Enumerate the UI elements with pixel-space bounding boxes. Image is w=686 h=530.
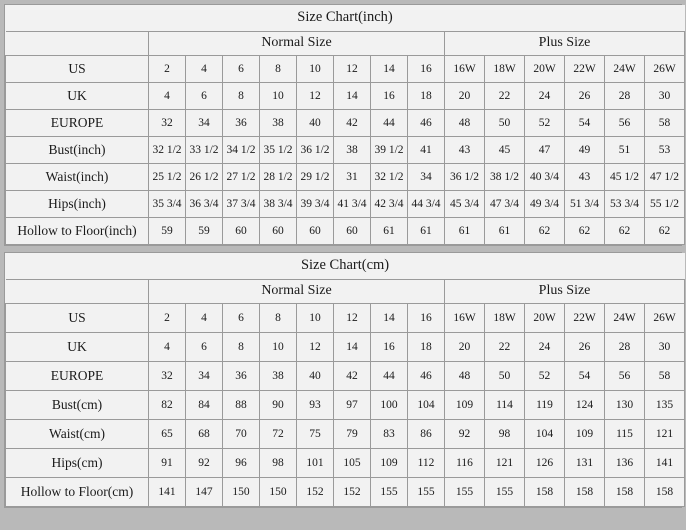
cell: 155	[408, 478, 445, 507]
row-label: Hips(inch)	[6, 191, 149, 218]
cell: 2	[149, 56, 186, 83]
group-row-spacer	[6, 280, 149, 304]
cell: 12	[297, 83, 334, 110]
cell: 62	[605, 218, 645, 245]
cell: 54	[565, 362, 605, 391]
cell: 36	[223, 110, 260, 137]
cell: 45 3/4	[445, 191, 485, 218]
cell: 141	[645, 449, 685, 478]
cell: 50	[485, 110, 525, 137]
cell: 4	[149, 83, 186, 110]
size-chart-cm-table	[5, 253, 685, 507]
row-label: Hips(cm)	[6, 449, 149, 478]
table-row	[6, 218, 685, 245]
cell: 12	[334, 304, 371, 333]
cell: 41 3/4	[334, 191, 371, 218]
cell: 44 3/4	[408, 191, 445, 218]
cell: 59	[186, 218, 223, 245]
cell: 88	[223, 391, 260, 420]
cell: 53	[645, 137, 685, 164]
cell: 36 1/2	[445, 164, 485, 191]
cell: 84	[186, 391, 223, 420]
cell: 38	[260, 362, 297, 391]
cell: 32	[149, 110, 186, 137]
cell: 42 3/4	[371, 191, 408, 218]
table-row	[6, 304, 685, 333]
cell: 38	[260, 110, 297, 137]
cell: 46	[408, 110, 445, 137]
cell: 109	[445, 391, 485, 420]
cell: 98	[485, 420, 525, 449]
cell: 16	[371, 83, 408, 110]
cell: 68	[186, 420, 223, 449]
chart-group-row	[6, 280, 685, 304]
cell: 14	[371, 56, 408, 83]
cell: 82	[149, 391, 186, 420]
size-chart-inch	[4, 4, 682, 246]
cell: 53 3/4	[605, 191, 645, 218]
table-row	[6, 362, 685, 391]
cell: 100	[371, 391, 408, 420]
cell: 92	[445, 420, 485, 449]
cell: 51 3/4	[565, 191, 605, 218]
chart-title: Size Chart(inch)	[6, 5, 685, 32]
group-row-spacer	[6, 32, 149, 56]
cell: 33 1/2	[186, 137, 223, 164]
cell: 24W	[605, 304, 645, 333]
size-chart-cm	[4, 252, 682, 508]
cell: 121	[485, 449, 525, 478]
cell: 6	[223, 304, 260, 333]
cell: 28	[605, 83, 645, 110]
cell: 91	[149, 449, 186, 478]
cell: 16W	[445, 304, 485, 333]
cell: 24W	[605, 56, 645, 83]
cell: 18W	[485, 56, 525, 83]
cell: 29 1/2	[297, 164, 334, 191]
cell: 79	[334, 420, 371, 449]
cell: 26	[565, 333, 605, 362]
cell: 38	[334, 137, 371, 164]
cell: 147	[186, 478, 223, 507]
table-row	[6, 449, 685, 478]
cell: 26W	[645, 56, 685, 83]
row-label: Hollow to Floor(cm)	[6, 478, 149, 507]
cell: 61	[485, 218, 525, 245]
cell: 14	[334, 333, 371, 362]
table-row	[6, 110, 685, 137]
table-row	[6, 164, 685, 191]
cell: 18	[408, 333, 445, 362]
row-label: Bust(cm)	[6, 391, 149, 420]
cell: 24	[525, 333, 565, 362]
cell: 35 1/2	[260, 137, 297, 164]
cell: 40 3/4	[525, 164, 565, 191]
cell: 54	[565, 110, 605, 137]
cell: 141	[149, 478, 186, 507]
table-row	[6, 478, 685, 507]
cell: 158	[645, 478, 685, 507]
row-label: Hollow to Floor(inch)	[6, 218, 149, 245]
cell: 58	[645, 362, 685, 391]
cell: 18W	[485, 304, 525, 333]
cell: 44	[371, 362, 408, 391]
chart-title: Size Chart(cm)	[6, 253, 685, 280]
cell: 50	[485, 362, 525, 391]
cell: 52	[525, 362, 565, 391]
cell: 104	[525, 420, 565, 449]
cell: 35 3/4	[149, 191, 186, 218]
group-normal-size: Normal Size	[149, 280, 445, 304]
cell: 45	[485, 137, 525, 164]
cell: 52	[525, 110, 565, 137]
group-normal-size: Normal Size	[149, 32, 445, 56]
cell: 12	[334, 56, 371, 83]
cell: 14	[371, 304, 408, 333]
cell: 6	[186, 333, 223, 362]
cell: 61	[408, 218, 445, 245]
cell: 47 1/2	[645, 164, 685, 191]
cell: 24	[525, 83, 565, 110]
cell: 83	[371, 420, 408, 449]
cell: 10	[297, 56, 334, 83]
cell: 38 3/4	[260, 191, 297, 218]
cell: 6	[223, 56, 260, 83]
cell: 104	[408, 391, 445, 420]
cell: 39 3/4	[297, 191, 334, 218]
cell: 44	[371, 110, 408, 137]
cell: 62	[645, 218, 685, 245]
cell: 4	[149, 333, 186, 362]
cell: 4	[186, 56, 223, 83]
cell: 96	[223, 449, 260, 478]
cell: 158	[565, 478, 605, 507]
cell: 31	[334, 164, 371, 191]
cell: 26 1/2	[186, 164, 223, 191]
cell: 42	[334, 110, 371, 137]
cell: 116	[445, 449, 485, 478]
cell: 58	[645, 110, 685, 137]
cell: 30	[645, 83, 685, 110]
cell: 152	[297, 478, 334, 507]
cell: 28	[605, 333, 645, 362]
cell: 75	[297, 420, 334, 449]
cell: 36	[223, 362, 260, 391]
cell: 49	[565, 137, 605, 164]
cell: 48	[445, 110, 485, 137]
cell: 16	[371, 333, 408, 362]
cell: 28 1/2	[260, 164, 297, 191]
cell: 16	[408, 304, 445, 333]
cell: 101	[297, 449, 334, 478]
table-row	[6, 137, 685, 164]
cell: 34 1/2	[223, 137, 260, 164]
cell: 48	[445, 362, 485, 391]
cell: 59	[149, 218, 186, 245]
cell: 20W	[525, 304, 565, 333]
cell: 60	[297, 218, 334, 245]
cell: 34	[186, 362, 223, 391]
cell: 40	[297, 362, 334, 391]
cell: 61	[445, 218, 485, 245]
cell: 20	[445, 83, 485, 110]
cell: 126	[525, 449, 565, 478]
cell: 43	[445, 137, 485, 164]
cell: 6	[186, 83, 223, 110]
table-row	[6, 56, 685, 83]
cell: 155	[371, 478, 408, 507]
cell: 36 1/2	[297, 137, 334, 164]
cell: 32 1/2	[371, 164, 408, 191]
cell: 150	[260, 478, 297, 507]
cell: 105	[334, 449, 371, 478]
cell: 8	[260, 56, 297, 83]
cell: 10	[297, 304, 334, 333]
cell: 36 3/4	[186, 191, 223, 218]
cell: 98	[260, 449, 297, 478]
group-plus-size: Plus Size	[445, 280, 685, 304]
cell: 22	[485, 83, 525, 110]
cell: 51	[605, 137, 645, 164]
cell: 136	[605, 449, 645, 478]
cell: 10	[260, 83, 297, 110]
chart-group-row	[6, 32, 685, 56]
cell: 12	[297, 333, 334, 362]
row-label: Waist(cm)	[6, 420, 149, 449]
cell: 22W	[565, 304, 605, 333]
cell: 109	[371, 449, 408, 478]
chart-title-row	[6, 5, 685, 32]
cell: 8	[260, 304, 297, 333]
cell: 135	[645, 391, 685, 420]
cell: 16W	[445, 56, 485, 83]
cell: 25 1/2	[149, 164, 186, 191]
cell: 62	[525, 218, 565, 245]
cell: 158	[525, 478, 565, 507]
cell: 30	[645, 333, 685, 362]
cell: 72	[260, 420, 297, 449]
cell: 97	[334, 391, 371, 420]
cell: 37 3/4	[223, 191, 260, 218]
cell: 8	[223, 83, 260, 110]
cell: 124	[565, 391, 605, 420]
cell: 41	[408, 137, 445, 164]
cell: 119	[525, 391, 565, 420]
cell: 47 3/4	[485, 191, 525, 218]
cell: 86	[408, 420, 445, 449]
cell: 32	[149, 362, 186, 391]
cell: 70	[223, 420, 260, 449]
cell: 150	[223, 478, 260, 507]
cell: 46	[408, 362, 445, 391]
chart-title-row	[6, 253, 685, 280]
row-label: EUROPE	[6, 110, 149, 137]
row-label: Waist(inch)	[6, 164, 149, 191]
size-chart-inch-table	[5, 5, 685, 245]
table-row	[6, 191, 685, 218]
cell: 60	[223, 218, 260, 245]
cell: 130	[605, 391, 645, 420]
cell: 16	[408, 56, 445, 83]
cell: 18	[408, 83, 445, 110]
cell: 43	[565, 164, 605, 191]
row-label: UK	[6, 83, 149, 110]
cell: 55 1/2	[645, 191, 685, 218]
cell: 60	[334, 218, 371, 245]
cell: 152	[334, 478, 371, 507]
cell: 38 1/2	[485, 164, 525, 191]
cell: 158	[605, 478, 645, 507]
cell: 155	[445, 478, 485, 507]
row-label: UK	[6, 333, 149, 362]
cell: 49 3/4	[525, 191, 565, 218]
cell: 32 1/2	[149, 137, 186, 164]
cell: 109	[565, 420, 605, 449]
row-label: US	[6, 304, 149, 333]
cell: 56	[605, 110, 645, 137]
cell: 10	[260, 333, 297, 362]
table-row	[6, 420, 685, 449]
cell: 14	[334, 83, 371, 110]
row-label: EUROPE	[6, 362, 149, 391]
table-row	[6, 333, 685, 362]
cell: 93	[297, 391, 334, 420]
cell: 22	[485, 333, 525, 362]
cell: 22W	[565, 56, 605, 83]
cell: 131	[565, 449, 605, 478]
cell: 4	[186, 304, 223, 333]
cell: 34	[408, 164, 445, 191]
cell: 45 1/2	[605, 164, 645, 191]
cell: 115	[605, 420, 645, 449]
cell: 112	[408, 449, 445, 478]
cell: 42	[334, 362, 371, 391]
cell: 34	[186, 110, 223, 137]
cell: 47	[525, 137, 565, 164]
table-row	[6, 83, 685, 110]
cell: 60	[260, 218, 297, 245]
table-row	[6, 391, 685, 420]
cell: 39 1/2	[371, 137, 408, 164]
row-label: US	[6, 56, 149, 83]
cell: 26	[565, 83, 605, 110]
cell: 90	[260, 391, 297, 420]
cell: 2	[149, 304, 186, 333]
group-plus-size: Plus Size	[445, 32, 685, 56]
cell: 121	[645, 420, 685, 449]
cell: 61	[371, 218, 408, 245]
cell: 62	[565, 218, 605, 245]
cell: 20W	[525, 56, 565, 83]
cell: 27 1/2	[223, 164, 260, 191]
cell: 40	[297, 110, 334, 137]
cell: 26W	[645, 304, 685, 333]
cell: 20	[445, 333, 485, 362]
row-label: Bust(inch)	[6, 137, 149, 164]
cell: 92	[186, 449, 223, 478]
cell: 65	[149, 420, 186, 449]
cell: 56	[605, 362, 645, 391]
cell: 8	[223, 333, 260, 362]
cell: 155	[485, 478, 525, 507]
cell: 114	[485, 391, 525, 420]
